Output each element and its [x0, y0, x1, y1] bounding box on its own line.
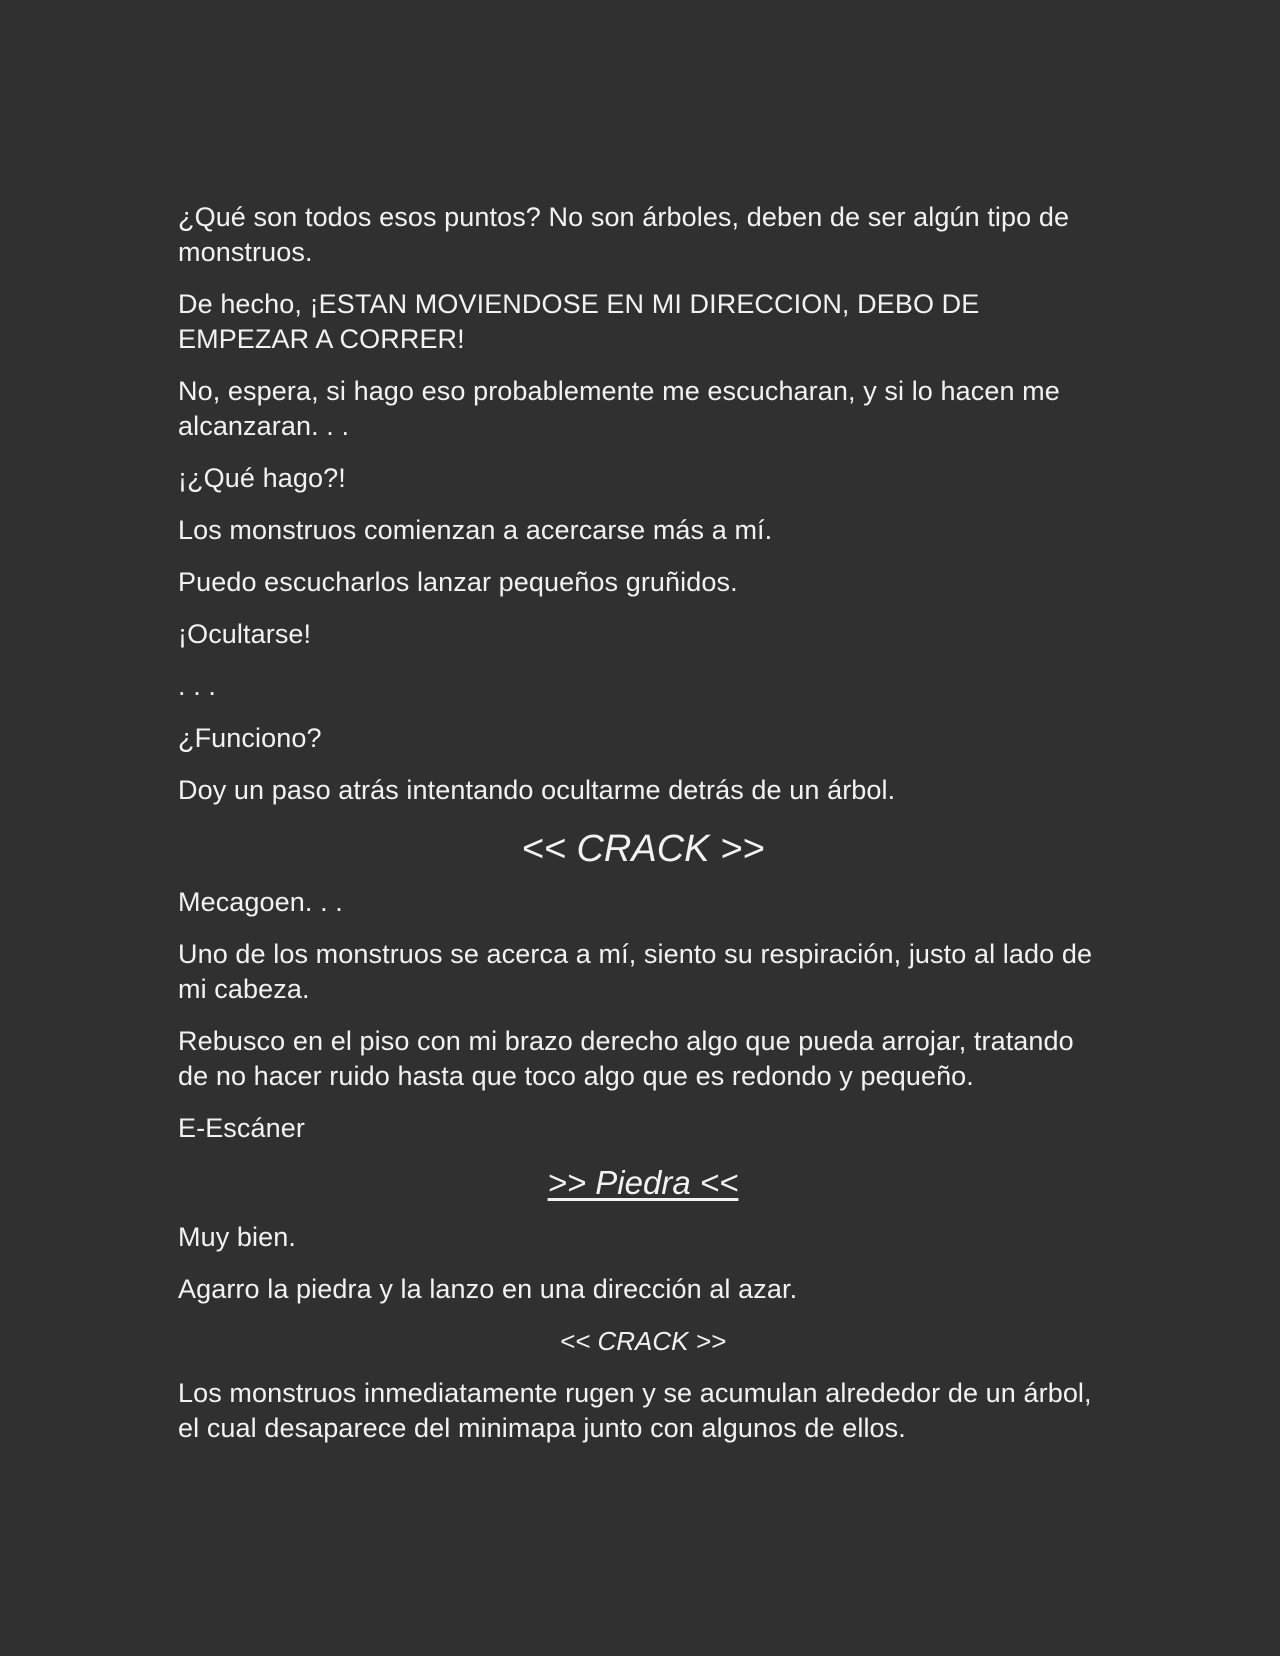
paragraph: ¿Funciono?	[178, 723, 322, 753]
paragraph: Rebusco en el piso con mi brazo derecho algo que pueda arrojar, tratando de no hacer ruido hasta que toco algo que es redondo y pequeño.	[178, 1026, 1074, 1091]
paragraph: De hecho, ¡ESTAN MOVIENDOSE EN MI DIRECCION, DEBO DE EMPEZAR A CORRER!	[178, 289, 980, 354]
paragraph: Puedo escucharlos lanzar pequeños gruñidos.	[178, 567, 738, 597]
sound-effect-crack-small: << CRACK >>	[559, 1326, 727, 1356]
paragraph: ¡¿Qué hago?!	[178, 463, 346, 493]
paragraph: ¡Ocultarse!	[178, 619, 312, 649]
scanner-result: >> Piedra <<	[547, 1164, 739, 1201]
paragraph: No, espera, si hago eso probablemente me escucharan, y si lo hacen me alcanzaran. . .	[178, 376, 1060, 441]
paragraph: ¿Qué son todos esos puntos? No son árboles, deben de ser algún tipo de monstruos.	[178, 202, 1070, 267]
paragraph: E-Escáner	[178, 1113, 305, 1143]
paragraph: Los monstruos inmediatamente rugen y se acumulan alrededor de un árbol, el cual desaparece del minimapa junto con algunos de ellos.	[178, 1378, 1092, 1443]
paragraph: Los monstruos comienzan a acercarse más a mí.	[178, 515, 773, 545]
paragraph: . . .	[178, 671, 217, 701]
sound-effect-crack-large: << CRACK >>	[521, 828, 765, 870]
story-text	[178, 200, 1108, 1463]
paragraph: Doy un paso atrás intentando ocultarme detrás de un árbol.	[178, 775, 896, 805]
paragraph: Mecagoen. . .	[178, 887, 343, 917]
paragraph: Muy bien.	[178, 1222, 296, 1252]
paragraph: Agarro la piedra y la lanzo en una dirección al azar.	[178, 1274, 798, 1304]
paragraph: Uno de los monstruos se acerca a mí, siento su respiración, justo al lado de mi cabeza.	[178, 939, 1093, 1004]
